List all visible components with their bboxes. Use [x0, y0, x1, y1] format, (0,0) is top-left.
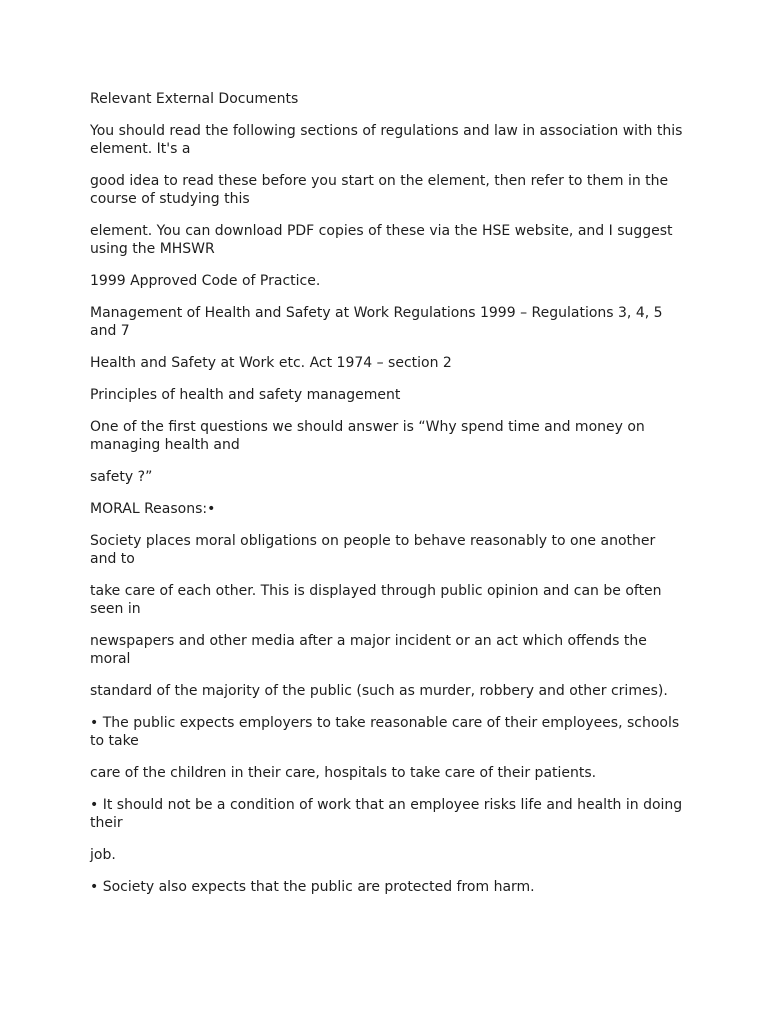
paragraph-society-obligations	[90, 532, 690, 568]
paragraph-public-opinion	[90, 582, 690, 618]
text-line: element. It's a	[90, 141, 191, 157]
text-line: care of the children in their care, hospitals to take care of their patients.	[90, 765, 597, 781]
paragraph-download	[90, 222, 690, 258]
text-line: good idea to read these before you start on the element, then refer to them in the	[90, 173, 669, 189]
text-line: newspapers and other media after a major incident or an act which offends the	[90, 633, 647, 649]
paragraph-read-before	[90, 172, 690, 208]
paragraph-safety	[90, 468, 690, 486]
text-line: and 7	[90, 323, 130, 339]
text-line: Society places moral obligations on people to behave reasonably to one another	[90, 533, 656, 549]
document-page	[90, 90, 690, 910]
text-line: safety ?”	[90, 469, 153, 485]
text-line: 1999 Approved Code of Practice.	[90, 273, 321, 289]
text-line: and to	[90, 551, 135, 567]
text-line: using the MHSWR	[90, 241, 215, 257]
heading-moral-reasons	[90, 500, 690, 518]
text-line: Relevant External Documents	[90, 91, 299, 107]
text-line: seen in	[90, 601, 141, 617]
text-line: Principles of health and safety management	[90, 387, 401, 403]
text-line: You should read the following sections of regulations and law in association with this	[90, 123, 683, 139]
paragraph-care-of-children	[90, 764, 690, 782]
paragraph-mhswr-regulations	[90, 304, 690, 340]
bullet-employers-care	[90, 714, 690, 750]
text-line: job.	[90, 847, 116, 863]
text-line: • It should not be a condition of work that an employee risks life and health in doing	[90, 797, 683, 813]
bullet-condition-of-work	[90, 796, 690, 832]
paragraph-code-of-practice	[90, 272, 690, 290]
text-line: managing health and	[90, 437, 240, 453]
text-line: take care of each other. This is displayed through public opinion and can be often	[90, 583, 662, 599]
text-line: Management of Health and Safety at Work Regulations 1999 – Regulations 3, 4, 5	[90, 305, 663, 321]
text-line: Health and Safety at Work etc. Act 1974 – section 2	[90, 355, 452, 371]
bullet-public-protected	[90, 878, 690, 896]
heading-relevant-external-documents	[90, 90, 690, 108]
text-line: their	[90, 815, 123, 831]
text-line: element. You can download PDF copies of these via the HSE website, and I suggest	[90, 223, 673, 239]
text-line: • Society also expects that the public are protected from harm.	[90, 879, 535, 895]
paragraph-first-question	[90, 418, 690, 454]
text-line: moral	[90, 651, 131, 667]
text-line: to take	[90, 733, 139, 749]
text-line: One of the first questions we should answer is “Why spend time and money on	[90, 419, 645, 435]
paragraph-moral-standard	[90, 682, 690, 700]
paragraph-newspapers	[90, 632, 690, 668]
paragraph-intro	[90, 122, 690, 158]
paragraph-job	[90, 846, 690, 864]
text-line: • The public expects employers to take reasonable care of their employees, schools	[90, 715, 680, 731]
paragraph-hswa	[90, 354, 690, 372]
heading-principles	[90, 386, 690, 404]
text-line: course of studying this	[90, 191, 250, 207]
text-line: MORAL Reasons:•	[90, 501, 216, 517]
text-line: standard of the majority of the public (such as murder, robbery and other crimes).	[90, 683, 668, 699]
